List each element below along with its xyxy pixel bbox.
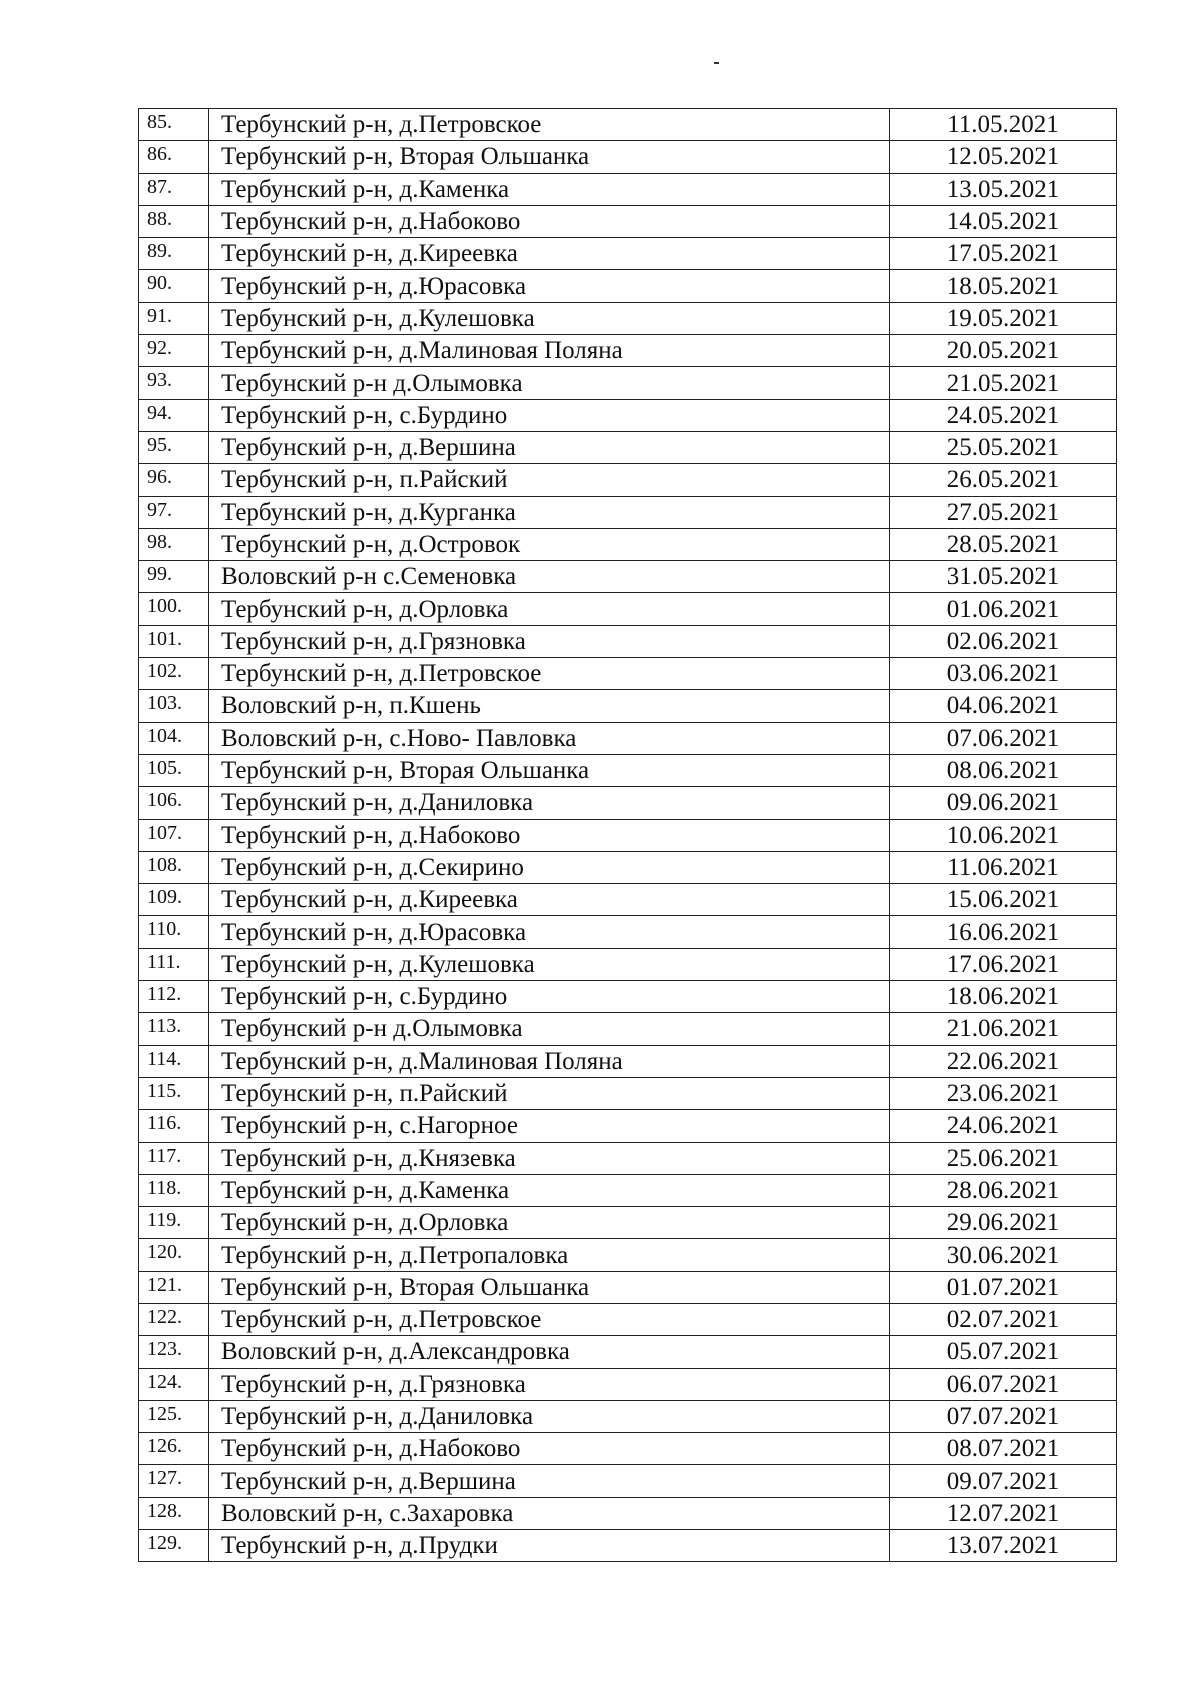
row-location: Тербунский р-н, д.Петровское	[209, 1303, 890, 1335]
row-date: 12.07.2021	[890, 1497, 1117, 1529]
row-location: Воловский р-н, с.Ново- Павловка	[209, 722, 890, 754]
row-date: 08.07.2021	[890, 1433, 1117, 1465]
row-number: 109.	[139, 884, 209, 916]
table-row	[139, 141, 1117, 173]
row-date: 08.06.2021	[890, 754, 1117, 786]
row-number: 85.	[139, 109, 209, 141]
row-number: 125.	[139, 1400, 209, 1432]
row-location: Воловский р-н, д.Александровка	[209, 1336, 890, 1368]
table-row	[139, 238, 1117, 270]
row-date: 21.05.2021	[890, 367, 1117, 399]
row-number: 103.	[139, 690, 209, 722]
table-row	[139, 1368, 1117, 1400]
row-number: 121.	[139, 1271, 209, 1303]
row-date: 16.06.2021	[890, 916, 1117, 948]
row-number: 91.	[139, 302, 209, 334]
row-location: Тербунский р-н, д.Юрасовка	[209, 270, 890, 302]
row-date: 29.06.2021	[890, 1207, 1117, 1239]
row-location: Тербунский р-н, Вторая Ольшанка	[209, 754, 890, 786]
row-location: Тербунский р-н, д.Грязновка	[209, 625, 890, 657]
row-location: Тербунский р-н, д.Петропаловка	[209, 1239, 890, 1271]
table-row	[139, 1013, 1117, 1045]
row-number: 112.	[139, 981, 209, 1013]
row-date: 07.06.2021	[890, 722, 1117, 754]
row-location: Тербунский р-н, д.Прудки	[209, 1530, 890, 1562]
row-location: Тербунский р-н д.Олымовка	[209, 367, 890, 399]
row-number: 96.	[139, 464, 209, 496]
row-date: 11.06.2021	[890, 851, 1117, 883]
row-date: 26.05.2021	[890, 464, 1117, 496]
row-date: 25.06.2021	[890, 1142, 1117, 1174]
table-row	[139, 1303, 1117, 1335]
row-number: 95.	[139, 431, 209, 463]
row-number: 89.	[139, 238, 209, 270]
row-number: 92.	[139, 335, 209, 367]
table-row	[139, 1077, 1117, 1109]
table-row	[139, 367, 1117, 399]
row-location: Тербунский р-н, д.Малиновая Поляна	[209, 335, 890, 367]
row-number: 113.	[139, 1013, 209, 1045]
row-location: Тербунский р-н, с.Бурдино	[209, 981, 890, 1013]
row-date: 31.05.2021	[890, 561, 1117, 593]
row-location: Тербунский р-н, д.Князевка	[209, 1142, 890, 1174]
row-date: 12.05.2021	[890, 141, 1117, 173]
row-date: 17.05.2021	[890, 238, 1117, 270]
table-row	[139, 1465, 1117, 1497]
table-row	[139, 173, 1117, 205]
table-row	[139, 431, 1117, 463]
row-number: 110.	[139, 916, 209, 948]
row-number: 105.	[139, 754, 209, 786]
row-date: 19.05.2021	[890, 302, 1117, 334]
row-location: Тербунский р-н, д.Юрасовка	[209, 916, 890, 948]
row-number: 115.	[139, 1077, 209, 1109]
row-date: 09.07.2021	[890, 1465, 1117, 1497]
row-date: 06.07.2021	[890, 1368, 1117, 1400]
row-location: Тербунский р-н, д.Каменка	[209, 173, 890, 205]
table-row	[139, 625, 1117, 657]
row-date: 01.06.2021	[890, 593, 1117, 625]
row-number: 122.	[139, 1303, 209, 1335]
table-row	[139, 399, 1117, 431]
row-date: 24.05.2021	[890, 399, 1117, 431]
row-number: 102.	[139, 658, 209, 690]
row-number: 111.	[139, 948, 209, 980]
row-location: Тербунский р-н, д.Вершина	[209, 1465, 890, 1497]
row-number: 86.	[139, 141, 209, 173]
row-date: 22.06.2021	[890, 1045, 1117, 1077]
row-location: Тербунский р-н, д.Орловка	[209, 593, 890, 625]
row-number: 99.	[139, 561, 209, 593]
row-location: Тербунский р-н, с.Бурдино	[209, 399, 890, 431]
table-row	[139, 884, 1117, 916]
row-date: 14.05.2021	[890, 205, 1117, 237]
row-number: 104.	[139, 722, 209, 754]
row-date: 25.05.2021	[890, 431, 1117, 463]
row-location: Тербунский р-н, д.Петровское	[209, 658, 890, 690]
table-row	[139, 205, 1117, 237]
row-location: Тербунский р-н, д.Набоково	[209, 205, 890, 237]
row-location: Тербунский р-н, д.Секирино	[209, 851, 890, 883]
table-row	[139, 754, 1117, 786]
row-number: 107.	[139, 819, 209, 851]
row-date: 02.07.2021	[890, 1303, 1117, 1335]
row-location: Воловский р-н, с.Захаровка	[209, 1497, 890, 1529]
row-location: Тербунский р-н, п.Райский	[209, 464, 890, 496]
row-number: 128.	[139, 1497, 209, 1529]
table-row	[139, 496, 1117, 528]
row-location: Тербунский р-н, Вторая Ольшанка	[209, 141, 890, 173]
table-row	[139, 1400, 1117, 1432]
table-row	[139, 270, 1117, 302]
table-row	[139, 335, 1117, 367]
row-date: 24.06.2021	[890, 1110, 1117, 1142]
row-location: Тербунский р-н, д.Даниловка	[209, 1400, 890, 1432]
row-number: 127.	[139, 1465, 209, 1497]
table-row	[139, 1497, 1117, 1529]
row-number: 123.	[139, 1336, 209, 1368]
table-row	[139, 722, 1117, 754]
table-row	[139, 109, 1117, 141]
row-date: 04.06.2021	[890, 690, 1117, 722]
table-row	[139, 948, 1117, 980]
row-location: Тербунский р-н, д.Курганка	[209, 496, 890, 528]
row-location: Тербунский р-н, д.Киреевка	[209, 884, 890, 916]
table-row	[139, 302, 1117, 334]
row-number: 120.	[139, 1239, 209, 1271]
row-location: Тербунский р-н, д.Петровское	[209, 109, 890, 141]
row-location: Тербунский р-н, д.Малиновая Поляна	[209, 1045, 890, 1077]
table-row	[139, 1530, 1117, 1562]
row-number: 118.	[139, 1174, 209, 1206]
schedule-table	[138, 108, 1117, 1562]
row-date: 01.07.2021	[890, 1271, 1117, 1303]
row-location: Воловский р-н с.Семеновка	[209, 561, 890, 593]
row-location: Тербунский р-н, д.Островок	[209, 528, 890, 560]
table-row	[139, 593, 1117, 625]
row-date: 15.06.2021	[890, 884, 1117, 916]
schedule-table-body	[139, 109, 1117, 1562]
row-date: 27.05.2021	[890, 496, 1117, 528]
row-location: Тербунский р-н, д.Вершина	[209, 431, 890, 463]
row-date: 28.06.2021	[890, 1174, 1117, 1206]
table-row	[139, 1336, 1117, 1368]
table-row	[139, 464, 1117, 496]
row-location: Тербунский р-н, п.Райский	[209, 1077, 890, 1109]
row-location: Воловский р-н, п.Кшень	[209, 690, 890, 722]
row-date: 13.05.2021	[890, 173, 1117, 205]
row-date: 13.07.2021	[890, 1530, 1117, 1562]
row-location: Тербунский р-н, д.Каменка	[209, 1174, 890, 1206]
row-date: 21.06.2021	[890, 1013, 1117, 1045]
row-number: 117.	[139, 1142, 209, 1174]
row-date: 20.05.2021	[890, 335, 1117, 367]
table-row	[139, 1174, 1117, 1206]
table-row	[139, 561, 1117, 593]
row-number: 90.	[139, 270, 209, 302]
row-date: 30.06.2021	[890, 1239, 1117, 1271]
table-row	[139, 528, 1117, 560]
table-row	[139, 819, 1117, 851]
row-number: 88.	[139, 205, 209, 237]
table-row	[139, 851, 1117, 883]
row-location: Тербунский р-н, д.Набоково	[209, 819, 890, 851]
row-number: 129.	[139, 1530, 209, 1562]
row-date: 07.07.2021	[890, 1400, 1117, 1432]
row-number: 98.	[139, 528, 209, 560]
table-row	[139, 690, 1117, 722]
row-number: 94.	[139, 399, 209, 431]
row-number: 116.	[139, 1110, 209, 1142]
table-row	[139, 1239, 1117, 1271]
row-location: Тербунский р-н, д.Набоково	[209, 1433, 890, 1465]
table-row	[139, 1433, 1117, 1465]
row-location: Тербунский р-н, д.Орловка	[209, 1207, 890, 1239]
row-number: 108.	[139, 851, 209, 883]
row-number: 106.	[139, 787, 209, 819]
row-number: 101.	[139, 625, 209, 657]
table-row	[139, 1207, 1117, 1239]
row-number: 100.	[139, 593, 209, 625]
table-row	[139, 1110, 1117, 1142]
table-row	[139, 787, 1117, 819]
row-number: 87.	[139, 173, 209, 205]
row-date: 18.05.2021	[890, 270, 1117, 302]
row-location: Тербунский р-н, д.Киреевка	[209, 238, 890, 270]
row-number: 93.	[139, 367, 209, 399]
row-date: 18.06.2021	[890, 981, 1117, 1013]
row-date: 23.06.2021	[890, 1077, 1117, 1109]
row-date: 28.05.2021	[890, 528, 1117, 560]
table-row	[139, 1142, 1117, 1174]
row-location: Тербунский р-н д.Олымовка	[209, 1013, 890, 1045]
table-row	[139, 1045, 1117, 1077]
scan-dot-mark	[714, 62, 719, 64]
row-date: 10.06.2021	[890, 819, 1117, 851]
row-number: 126.	[139, 1433, 209, 1465]
row-date: 09.06.2021	[890, 787, 1117, 819]
row-location: Тербунский р-н, д.Кулешовка	[209, 948, 890, 980]
table-row	[139, 916, 1117, 948]
row-location: Тербунский р-н, д.Грязновка	[209, 1368, 890, 1400]
row-date: 02.06.2021	[890, 625, 1117, 657]
table-row	[139, 981, 1117, 1013]
table-row	[139, 1271, 1117, 1303]
row-number: 97.	[139, 496, 209, 528]
row-date: 17.06.2021	[890, 948, 1117, 980]
row-date: 05.07.2021	[890, 1336, 1117, 1368]
row-date: 03.06.2021	[890, 658, 1117, 690]
row-number: 114.	[139, 1045, 209, 1077]
row-location: Тербунский р-н, д.Кулешовка	[209, 302, 890, 334]
row-date: 11.05.2021	[890, 109, 1117, 141]
row-location: Тербунский р-н, с.Нагорное	[209, 1110, 890, 1142]
row-number: 124.	[139, 1368, 209, 1400]
table-row	[139, 658, 1117, 690]
row-number: 119.	[139, 1207, 209, 1239]
row-location: Тербунский р-н, д.Даниловка	[209, 787, 890, 819]
row-location: Тербунский р-н, Вторая Ольшанка	[209, 1271, 890, 1303]
